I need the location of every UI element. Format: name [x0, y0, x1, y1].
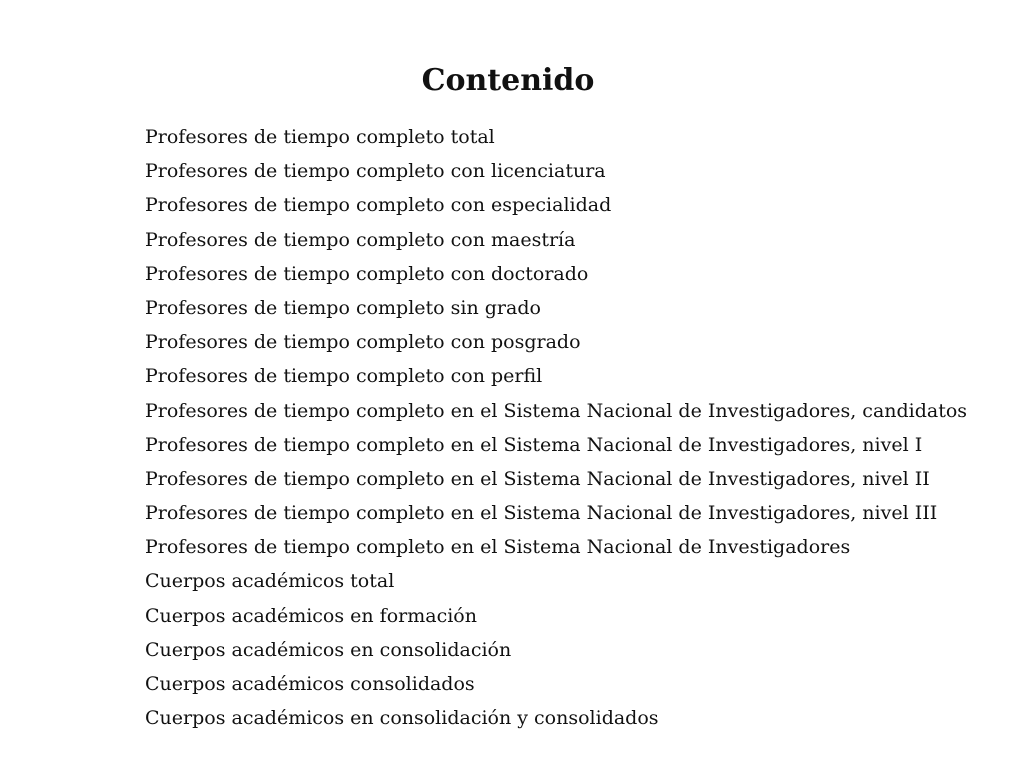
list-item: Profesores de tiempo completo en el Sistema Nacional de Investigadores — [145, 536, 851, 559]
list-item: Profesores de tiempo completo en el Sistema Nacional de Investigadores, nivel II — [145, 467, 930, 490]
list-item: Profesores de tiempo completo con licenciatura — [145, 160, 606, 183]
list-item: Profesores de tiempo completo con doctorado — [145, 262, 589, 285]
list-item: Profesores de tiempo completo con perfil — [145, 365, 543, 388]
list-item: Profesores de tiempo completo con maestría — [145, 228, 576, 251]
list-item: Cuerpos académicos en consolidación — [145, 638, 512, 661]
list-item: Profesores de tiempo completo con posgrado — [145, 331, 581, 354]
list-item: Cuerpos académicos total — [145, 570, 395, 593]
list-item: Cuerpos académicos en formación — [145, 604, 477, 627]
list-item: Profesores de tiempo completo en el Sistema Nacional de Investigadores, candidatos — [145, 399, 968, 422]
list-item: Profesores de tiempo completo en el Sistema Nacional de Investigadores, nivel III — [145, 502, 938, 525]
slide-title: Contenido — [421, 63, 595, 98]
list-item: Profesores de tiempo completo sin grado — [145, 296, 541, 319]
list-item: Profesores de tiempo completo con especialidad — [145, 194, 612, 217]
contents-list — [145, 120, 967, 735]
list-item: Profesores de tiempo completo total — [145, 126, 495, 148]
list-item: Cuerpos académicos consolidados — [145, 673, 475, 695]
list-item: Profesores de tiempo completo en el Sistema Nacional de Investigadores, nivel I — [145, 433, 923, 456]
list-item: Cuerpos académicos en consolidación y consolidados — [145, 707, 659, 730]
